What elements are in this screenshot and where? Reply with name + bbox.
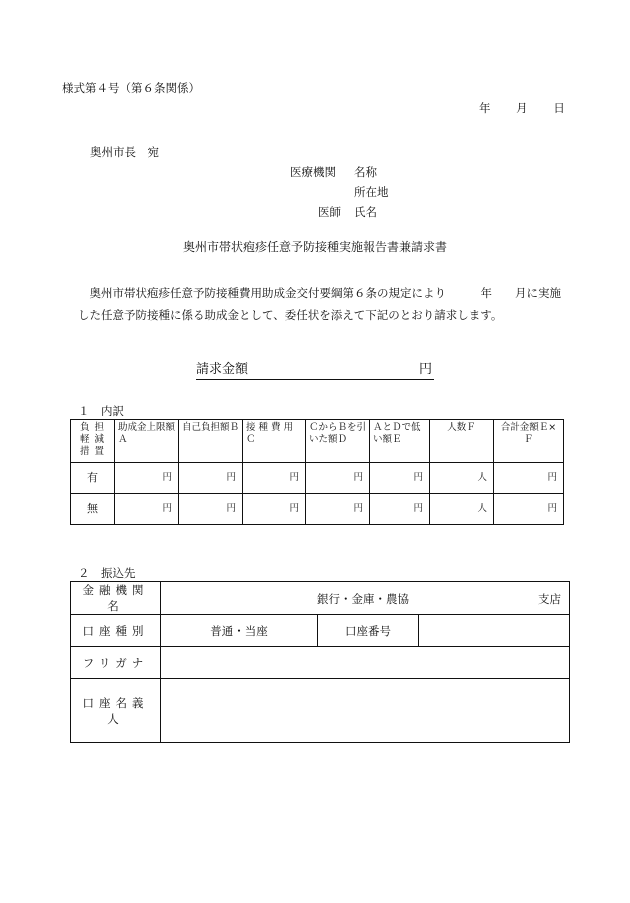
doctor-name-label: 氏名: [354, 205, 377, 219]
institution-label: 医療機関: [290, 165, 336, 179]
account-type-label: 口座種別: [71, 615, 161, 647]
cell-d[interactable]: 円: [306, 494, 370, 525]
account-type-options[interactable]: 普通・当座: [161, 615, 318, 647]
header-total: 合計金額Ｅ×Ｆ: [494, 420, 564, 463]
cell-f[interactable]: 人: [430, 463, 494, 494]
claim-amount-label: 請求金額: [196, 362, 249, 377]
doctor-label: 医師: [318, 205, 341, 219]
holder-row: [71, 679, 570, 743]
holder-label: 口座名義人: [71, 679, 161, 743]
table-row: [71, 463, 564, 494]
cell-c[interactable]: 円: [243, 494, 306, 525]
date-line: [479, 100, 565, 116]
claim-amount-line: [196, 358, 434, 380]
transfer-table: [70, 581, 570, 743]
breakdown-table: [70, 419, 564, 525]
account-number-label: 口座番号: [318, 615, 419, 647]
holder-field[interactable]: [161, 679, 570, 743]
cell-e[interactable]: 円: [370, 463, 430, 494]
account-type-row: [71, 615, 570, 647]
cell-e[interactable]: 円: [370, 494, 430, 525]
bank-row: [71, 582, 570, 615]
furigana-row: [71, 647, 570, 679]
date-day: 日: [553, 101, 565, 115]
form-number: 様式第４号（第６条関係）: [62, 81, 200, 95]
furigana-label: フリガナ: [71, 647, 161, 679]
row-label-no: 無: [71, 494, 115, 525]
header-e: ＡとＤで低い額Ｅ: [370, 420, 430, 463]
cell-f[interactable]: 人: [430, 494, 494, 525]
header-c: 接 種 費 用Ｃ: [243, 420, 306, 463]
cell-total[interactable]: 円: [494, 463, 564, 494]
cell-b[interactable]: 円: [179, 463, 243, 494]
date-month: 月: [516, 101, 528, 115]
addressee: 奥州市長 宛: [90, 145, 159, 159]
cell-a[interactable]: 円: [115, 463, 179, 494]
institution-name-label: 名称: [354, 165, 377, 179]
institution-address-label: 所在地: [354, 185, 389, 199]
section2-title: ２ 振込先: [78, 566, 136, 580]
document-title: 奥州市帯状疱疹任意予防接種実施報告書兼請求書: [182, 240, 447, 254]
header-d: ＣからＢを引いた額Ｄ: [306, 420, 370, 463]
bank-types: 銀行・金庫・農協: [317, 592, 409, 606]
cell-a[interactable]: 円: [115, 494, 179, 525]
date-year: 年: [479, 101, 491, 115]
cell-b[interactable]: 円: [179, 494, 243, 525]
header-a: 助成金上限額Ａ: [115, 420, 179, 463]
furigana-field[interactable]: [161, 647, 570, 679]
table-row: [71, 494, 564, 525]
claim-amount-unit: 円: [418, 362, 432, 377]
section1-title: １ 内訳: [78, 404, 124, 418]
header-f: 人数Ｆ: [430, 420, 494, 463]
row-label-yes: 有: [71, 463, 115, 494]
branch-label: 支店: [538, 592, 562, 606]
bank-field[interactable]: [161, 582, 570, 615]
cell-c[interactable]: 円: [243, 463, 306, 494]
body-paragraph: 奥州市帯状疱疹任意予防接種費用助成金交付要綱第６条の規定により 年 月に実施した任意予防接種に係る助成金として、委任状を添えて下記のとおり請求します。: [78, 286, 561, 322]
bank-label: 金融機関名: [71, 582, 161, 615]
cell-d[interactable]: 円: [306, 463, 370, 494]
account-number-field[interactable]: [419, 615, 570, 647]
header-b: 自己負担額Ｂ: [179, 420, 243, 463]
breakdown-header-row: [71, 420, 564, 463]
header-burden: 負 担 軽 減 措 置: [71, 420, 115, 463]
cell-total[interactable]: 円: [494, 494, 564, 525]
